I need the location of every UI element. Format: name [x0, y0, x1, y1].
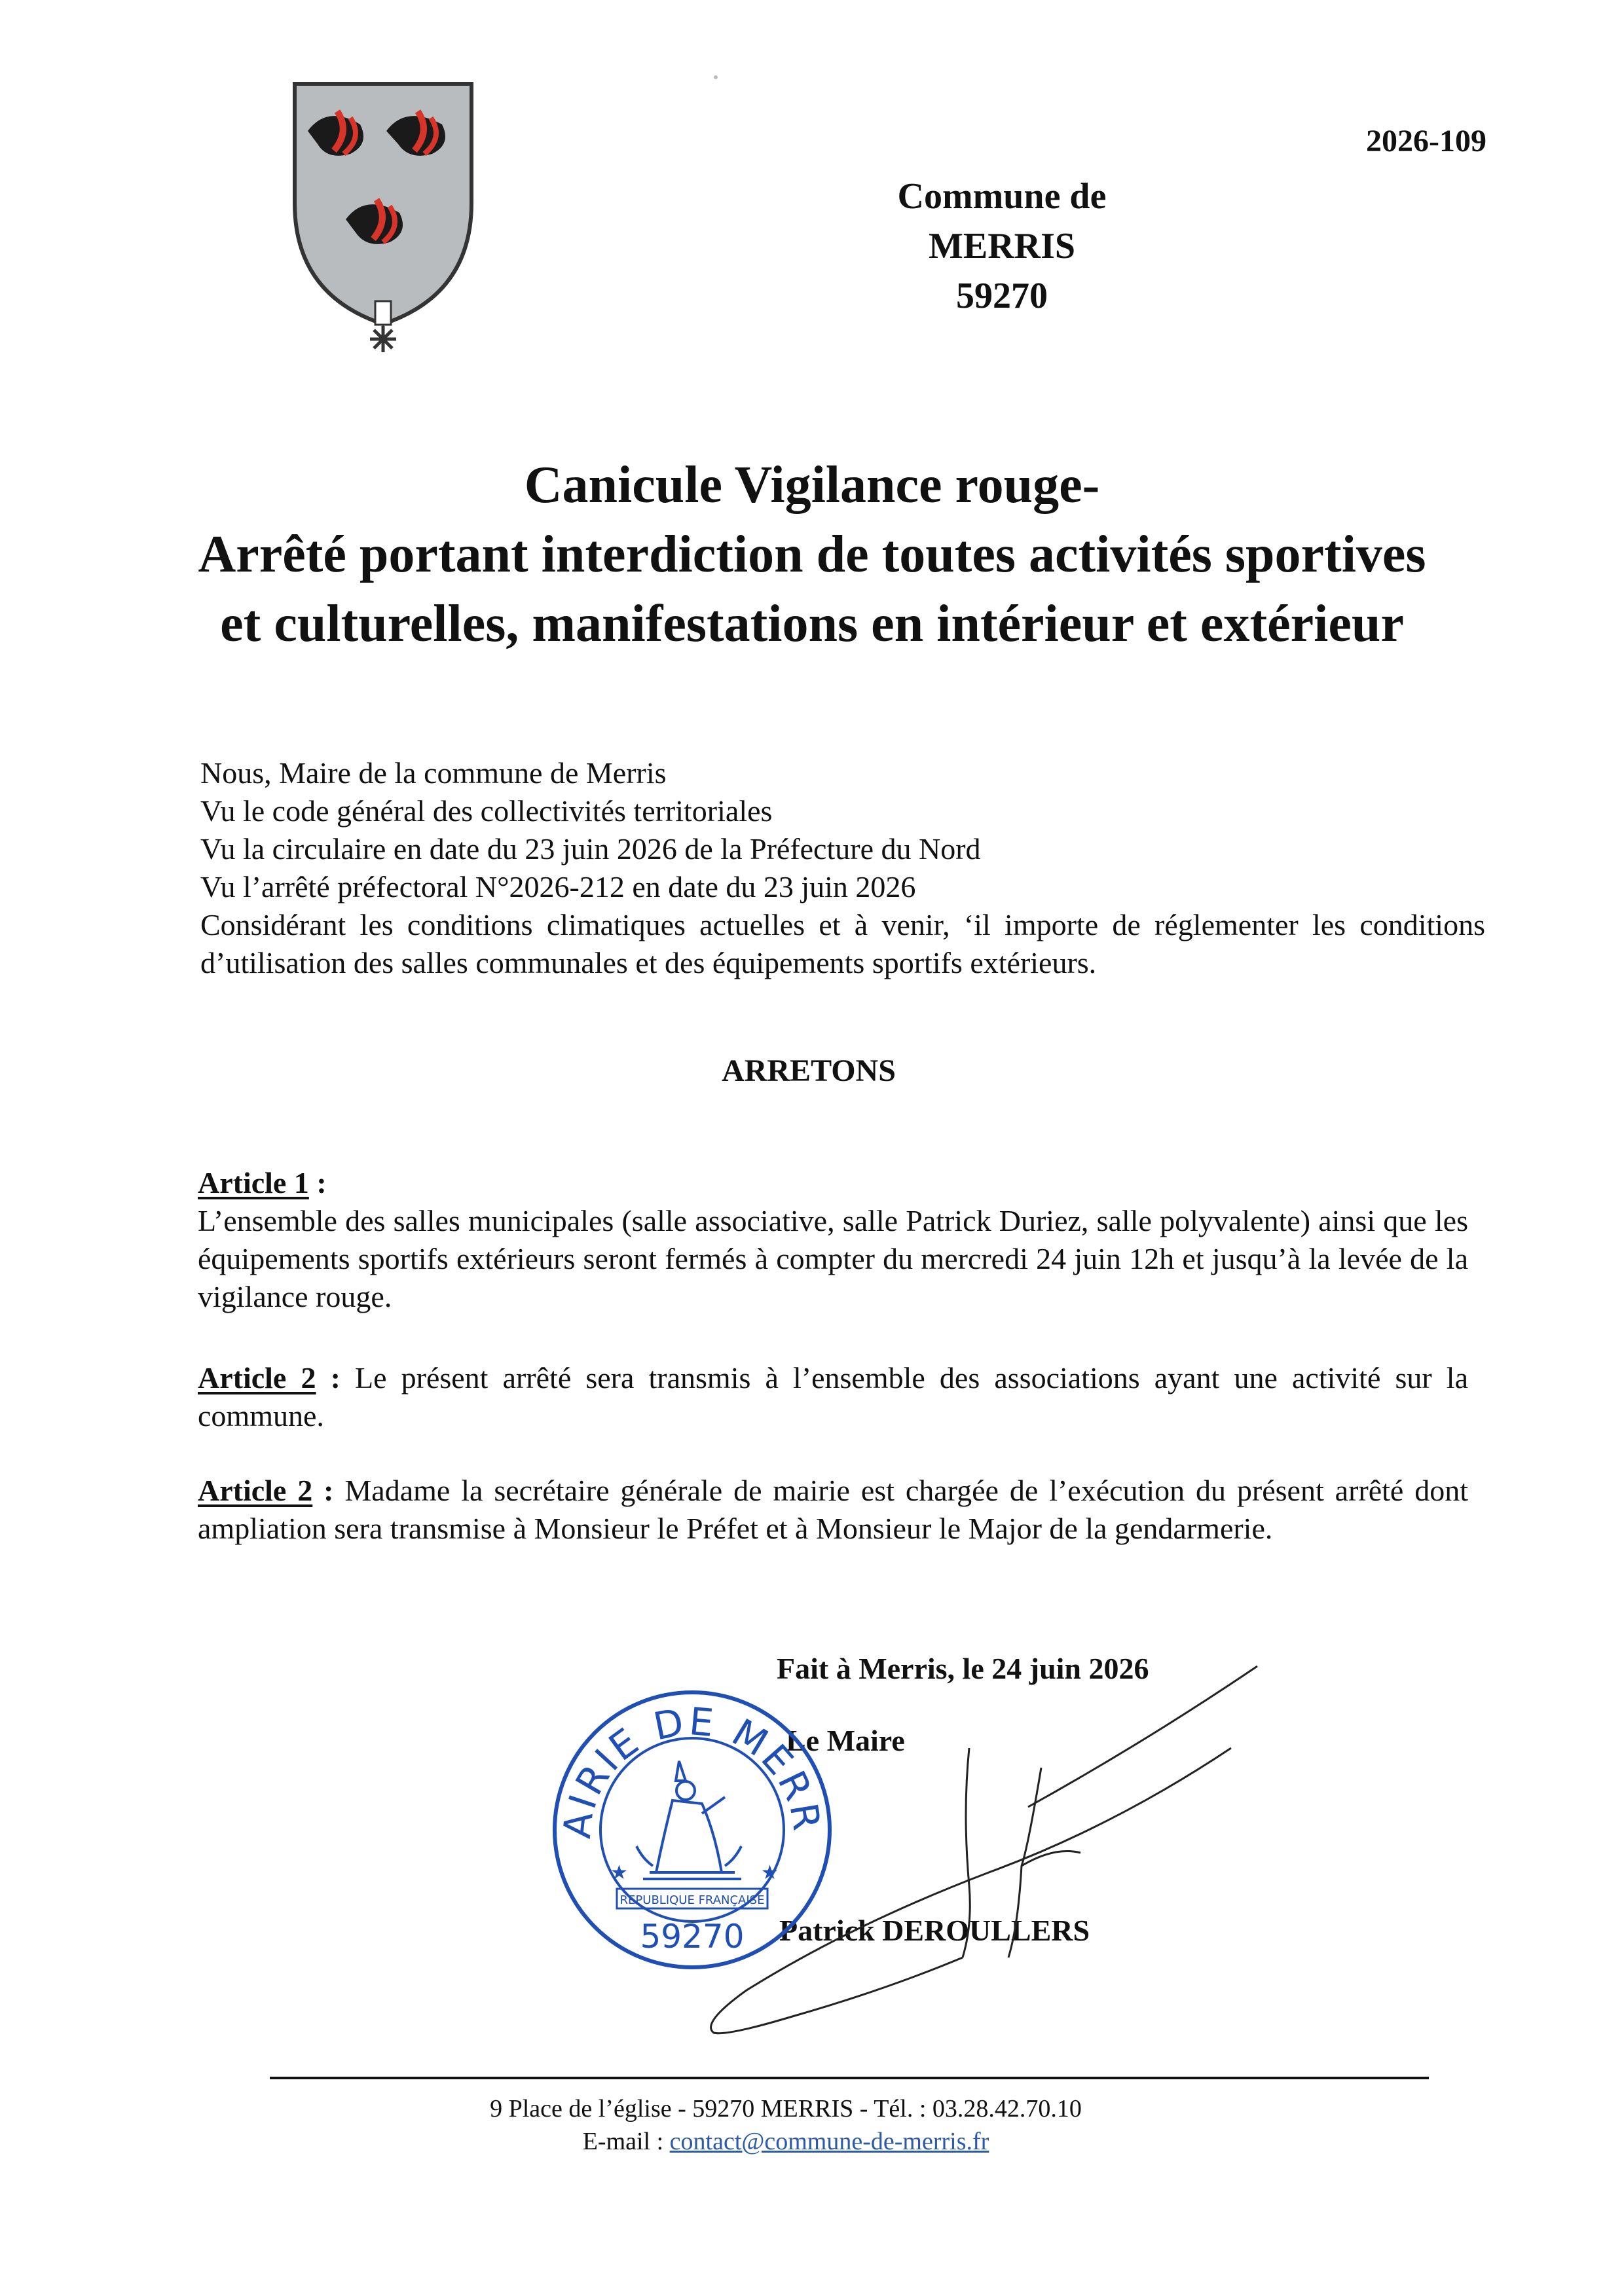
place-and-date: Fait à Merris, le 24 juin 2026 [777, 1652, 1149, 1685]
svg-text:MAIRIE DE MERRIS: AIRIE DE MERR [554, 1699, 830, 1841]
article-3 [198, 1472, 1468, 1548]
mayor-name: Patrick DEROULLERS [779, 1914, 1090, 1947]
scan-mark [714, 75, 718, 79]
article-text: Madame la secrétaire générale de mairie est chargée de l’exécution du présent arrêté dont ampliation sera transmise à Monsieur le Préfet et à Monsieur le Major de la gendarmerie. [198, 1474, 1468, 1545]
footer-address: 9 Place de l’église - 59270 MERRIS - Tél. : 03.28.42.70.10 [490, 2095, 1082, 2123]
commune-header [851, 172, 1153, 321]
title-line: Canicule Vigilance rouge- [524, 456, 1100, 514]
article-colon: : [316, 1361, 341, 1394]
article-1 [198, 1164, 1468, 1316]
mayor-title: Le Maire [786, 1724, 905, 1757]
coat-of-arms [288, 79, 478, 354]
article-colon: : [308, 1166, 327, 1199]
mayor-signature [688, 1650, 1277, 2056]
preamble-considering: Considérant les conditions climatiques actuelles et à venir, ‘il importe de réglementer les conditions d’utilisation des salles communales et des équipements sportifs extérieurs. [200, 908, 1485, 979]
commune-name: Commune de MERRIS [897, 176, 1107, 266]
article-2 [198, 1359, 1468, 1435]
footer-email-link[interactable]: contact@commune-de-merris.fr [669, 2128, 989, 2155]
decree-title [157, 450, 1467, 659]
article-colon: : [312, 1474, 334, 1507]
footer-divider [270, 2077, 1429, 2079]
svg-text:REPUBLIQUE FRANÇAISE: REPUBLIQUE FRANÇAISE [619, 1893, 765, 1907]
svg-text:59270: 59270 [640, 1918, 745, 1956]
preamble-line: Vu la circulaire en date du 23 juin 2026 de la Préfecture du Nord [200, 832, 981, 866]
decree-reference-number: 2026-109 [1366, 124, 1486, 158]
article-text: Le présent arrêté sera transmis à l’ensemble des associations ayant une activité sur la commune. [198, 1361, 1468, 1432]
title-line: et culturelles, manifestations en intérieur et extérieur [220, 595, 1404, 653]
decision-heading: ARRETONS [722, 1053, 896, 1088]
footer [262, 2092, 1310, 2158]
preamble [200, 754, 1485, 982]
article-label: Article 2 [198, 1361, 316, 1394]
preamble-line: Vu le code général des collectivités territoriales [200, 794, 773, 828]
commune-postcode: 59270 [956, 276, 1048, 316]
footer-email-label: E-mail : [582, 2128, 670, 2155]
preamble-line: Vu l’arrêté préfectoral N°2026-212 en date du 23 juin 2026 [200, 870, 916, 903]
svg-text:★: ★ [610, 1861, 628, 1884]
preamble-line: Nous, Maire de la commune de Merris [200, 756, 667, 790]
article-text: L’ensemble des salles municipales (salle associative, salle Patrick Duriez, salle polyvalente) ainsi que les équipements sportifs extérieurs seront fermés à compter du mercredi 24 juin 12h et jusqu’à la levée de la vigilance rouge. [198, 1204, 1468, 1313]
article-label: Article 2 [198, 1474, 313, 1507]
svg-text:★: ★ [761, 1861, 779, 1884]
article-label: Article 1 [198, 1166, 309, 1199]
title-line: Arrêté portant interdiction de toutes activités sportives [198, 526, 1426, 583]
